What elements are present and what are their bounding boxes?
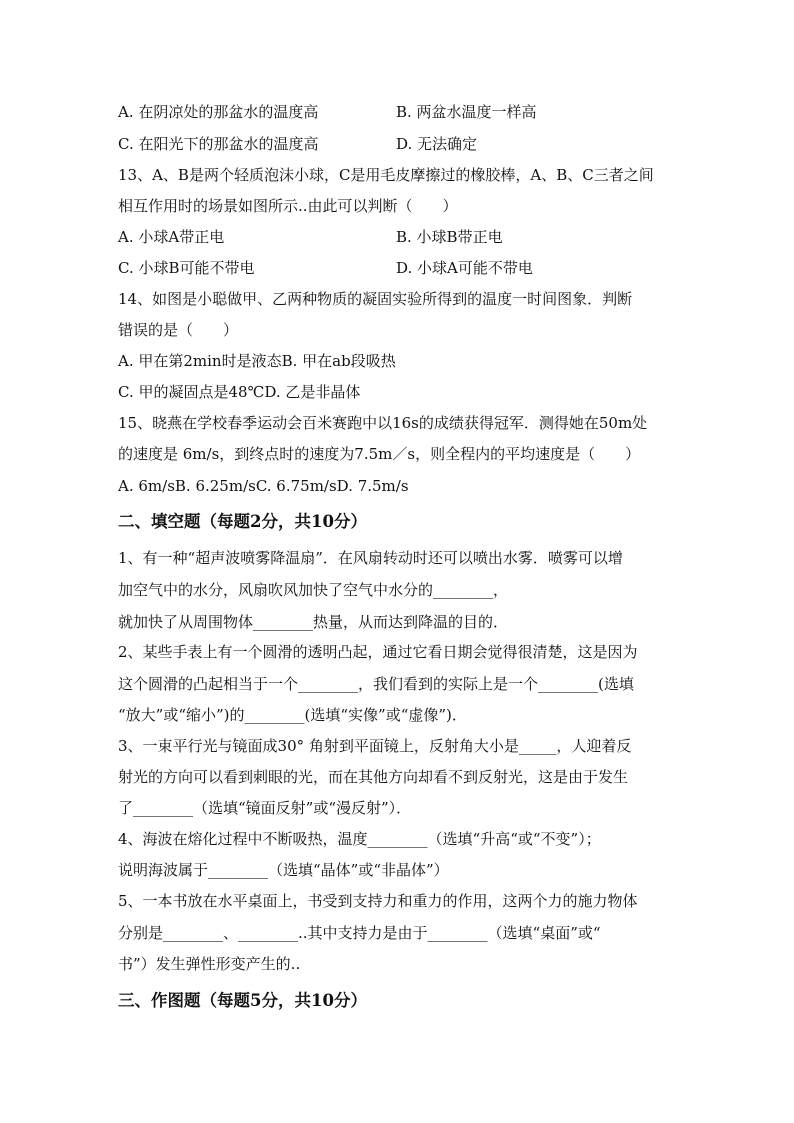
q14-options-ab: A. 甲在第2min时是液态B. 甲在ab段吸热 — [118, 352, 396, 370]
q13-option-b: B. 小球B带正电 — [396, 228, 503, 246]
fill-q4-line1: 4、海波在熔化过程中不断吸热，温度________（选填“升高“或“不变”）； — [118, 830, 601, 848]
q13-option-d: D. 小球A可能不带电 — [396, 259, 533, 277]
section2-title: 二、填空题（每题2分，共10分） — [118, 512, 367, 531]
fill-q1-line3: 就加快了从周围物体________热量，从而达到降温的目的． — [118, 613, 509, 631]
q12-option-c: C. 在阳光下的那盆水的温度高 — [118, 135, 319, 153]
fill-q3-line3: 了________（选填“镜面反射”或“漫反射”）． — [118, 799, 412, 817]
fill-q1-line1: 1、有一种“超声波喷雾降温扇”．在风扇转动时还可以喷出水雾．喷雾可以增 — [118, 549, 623, 567]
fill-q5-line3: 书”）发生弹性形变产生的.. — [118, 955, 301, 973]
q12-option-b: B. 两盆水温度一样高 — [396, 103, 537, 121]
fill-q2-line2: 这个圆滑的凸起相当于一个________，我们看到的实际上是一个________(选填 — [118, 675, 634, 693]
q13-option-c: C. 小球B可能不带电 — [118, 259, 255, 277]
q14-stem-line2: 错误的是（ ） — [118, 321, 239, 339]
q12-option-d: D. 无法确定 — [396, 135, 478, 153]
fill-q5-line1: 5、一本书放在水平桌面上，书受到支持力和重力的作用，这两个力的施力物体 — [118, 892, 638, 910]
fill-q5-line2: 分别是________、________..其中支持力是由于________（选填“桌面”或“ — [118, 924, 601, 942]
fill-q4-line2: 说明海波属于________（选填“晶体”或“非晶体”） — [118, 861, 449, 879]
fill-q3-line1: 3、一束平行光与镜面成30° 角射到平面镜上，反射角大小是_____，人迎着反 — [118, 737, 632, 755]
q15-options: A. 6m/sB. 6.25m/sC. 6.75m/sD. 7.5m/s — [118, 477, 409, 495]
fill-q1-line2: 加空气中的水分，风扇吹风加快了空气中水分的________， — [118, 581, 509, 599]
fill-q3-line2: 射光的方向可以看到刺眼的光，而在其他方向却看不到反射光，这是由于发生 — [118, 768, 629, 786]
q14-options-cd: C. 甲的凝固点是48℃D. 乙是非晶体 — [118, 383, 361, 401]
q14-stem-line1: 14、如图是小聪做甲、乙两种物质的凝固实验所得到的温度一时间图象．判断 — [118, 290, 633, 308]
q13-stem-line2: 相互作用时的场景如图所示..由此可以判断（ ） — [118, 197, 458, 215]
q12-option-a: A. 在阴凉处的那盆水的温度高 — [118, 103, 319, 121]
fill-q2-line1: 2、某些手表上有一个圆滑的透明凸起，通过它看日期会觉得很清楚，这是因为 — [118, 643, 638, 661]
fill-q2-line3: “放大”或“缩小”)的________(选填“实像”或“虚像”)． — [118, 706, 467, 724]
q13-option-a: A. 小球A带正电 — [118, 228, 225, 246]
section3-title: 三、作图题（每题5分，共10分） — [118, 991, 367, 1010]
q13-stem-line1: 13、A、B是两个轻质泡沫小球，C是用毛皮摩擦过的橡胶棒，A、B、C三者之间 — [118, 166, 654, 184]
q15-stem-line2: 的速度是 6m/s，到终点时的速度为7.5m／s，则全程内的平均速度是（ ） — [118, 445, 641, 463]
q15-stem-line1: 15、晓燕在学校春季运动会百米赛跑中以16s的成绩获得冠军．测得她在50m处 — [118, 414, 648, 432]
